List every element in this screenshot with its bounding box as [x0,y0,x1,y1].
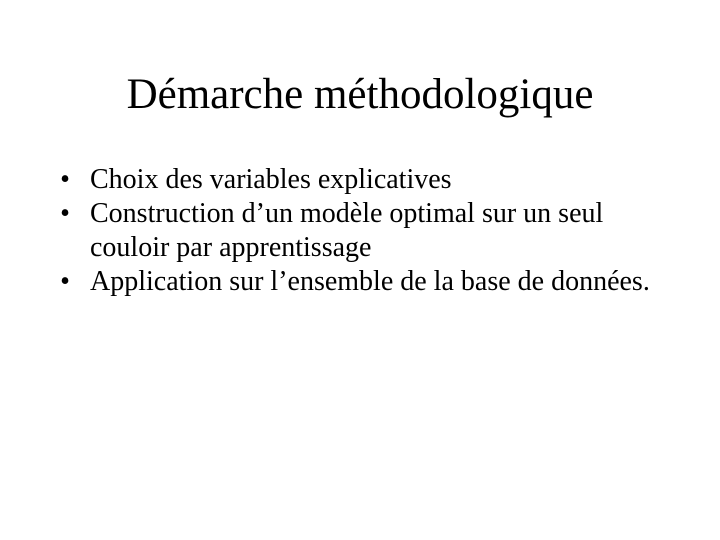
bullet-item-variables [55,163,655,197]
bullet-marker: • [60,198,70,229]
slide-title: Démarche méthodologique [126,71,594,118]
bullet-marker: • [60,266,70,297]
bullet-item-construction [55,197,655,265]
bullet-item-application [55,265,655,299]
bullet-marker: • [60,164,70,195]
bullet-text: Application sur l’ensemble de la base de données. [90,266,650,297]
bullet-text: Construction d’un modèle optimal sur un seul couloir par apprentissage [90,198,604,263]
bullet-text: Choix des variables explicatives [90,164,452,195]
bullet-list [55,163,655,299]
